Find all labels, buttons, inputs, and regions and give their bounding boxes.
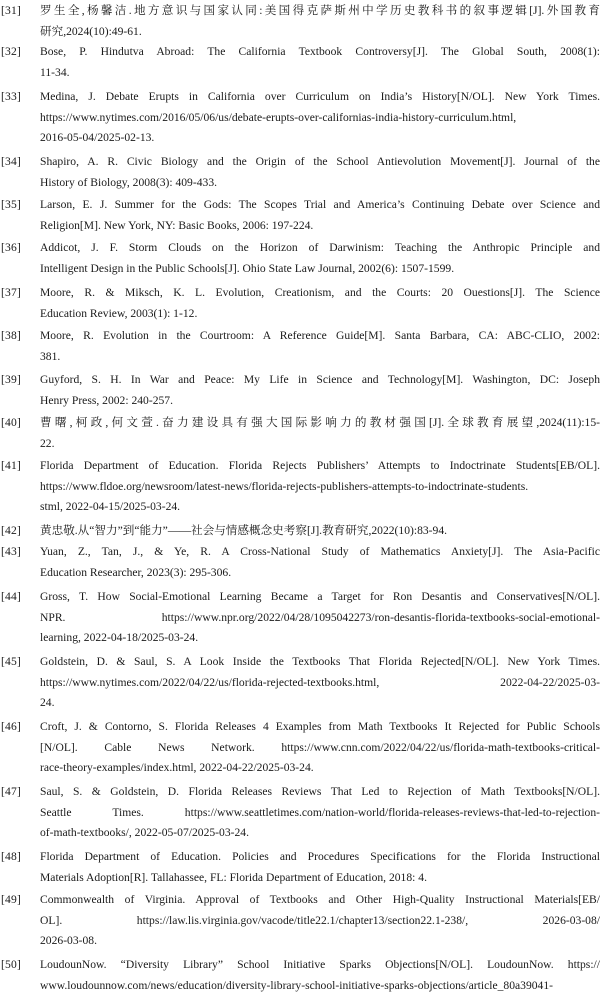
reference-number: [36] <box>1 241 22 254</box>
reference-line: of-math-textbooks/, 2022-05-07/2025-03-24. <box>40 826 249 839</box>
reference-number: [42] <box>1 524 22 537</box>
reference-line: [N/OL]. Cable News Network. https://www.cnn.com/2022/04/22/us/florida-math-textbooks-critical- <box>40 740 600 754</box>
reference-number: [33] <box>1 90 22 103</box>
reference-number: [47] <box>1 785 22 798</box>
reference-line: Addicot, J. F. Storm Clouds on the Horizon of Darwinism: Teaching the Anthropic Principle and <box>40 241 600 254</box>
reference-number: [44] <box>1 590 22 603</box>
reference-line: Seattle Times. https://www.seattletimes.com/nation-world/florida-releases-reviews-that-led-to-rejection- <box>40 805 600 819</box>
reference-line: 2026-03-08. <box>40 934 97 947</box>
reference-line: https://www.fldoe.org/newsroom/latest-news/florida-rejects-publishers-attempts-to-indoctrinate-students. <box>40 479 529 493</box>
reference-line: Gross, T. How Social-Emotional Learning Became a Target for Ron Desantis and Conservatives[N/OL]. <box>40 590 600 603</box>
reference-line: Guyford, S. H. In War and Peace: My Life in Science and Technology[M]. Washington, DC: Joseph <box>40 373 600 386</box>
reference-number: [31] <box>1 4 22 17</box>
reference-line: 研究,2024(10):49-61. <box>40 24 142 38</box>
reference-line: race-theory-examples/index.html, 2022-04-22/2025-03-24. <box>40 761 314 774</box>
reference-line: 曹曙,柯政,何文萱.奋力建设具有强大国际影响力的教材强国[J].全球教育展望,2024(11):15- <box>40 416 600 429</box>
reference-line: https://www.nytimes.com/2016/05/06/us/debate-erupts-over-californias-india-history-curriculum.html, <box>40 110 517 124</box>
reference-number: [34] <box>1 155 22 168</box>
reference-number: [45] <box>1 655 22 668</box>
reference-line: Religion[M]. New York, NY: Basic Books, 2006: 197-224. <box>40 218 314 232</box>
reference-number: [38] <box>1 329 22 342</box>
reference-line: Education Researcher, 2023(3): 295-306. <box>40 565 232 579</box>
reference-number: [49] <box>1 893 22 906</box>
reference-line: Yuan, Z., Tan, J., & Ye, R. A Cross-National Study of Mathematics Anxiety[J]. The Asia-Pacific <box>40 545 600 558</box>
reference-line: LoudounNow. “Diversity Library” School Initiative Sparks Objections[N/OL]. LoudounNow. https:// <box>40 958 600 971</box>
reference-line: 24. <box>40 696 55 709</box>
reference-number: [48] <box>1 850 22 863</box>
reference-line: NPR. https://www.npr.org/2022/04/28/1095042273/ron-desantis-florida-textbooks-social-emotional- <box>40 610 600 624</box>
reference-line: learning, 2022-04-18/2025-03-24. <box>40 631 199 644</box>
reference-number: [32] <box>1 45 22 58</box>
reference-line: 11-34. <box>40 65 70 79</box>
reference-line: History of Biology, 2008(3): 409-433. <box>40 175 218 189</box>
reference-line: www.loudounnow.com/news/education/diversity-library-school-initiative-sparks-objections/article_80a39041- <box>40 978 553 992</box>
reference-line: https://www.nytimes.com/2022/04/22/us/florida-rejected-textbooks.html, 2022-04-22/2025-03- <box>40 675 600 689</box>
reference-line: Florida Department of Education. Policies and Procedures Specifications for the Florida Instructional <box>40 850 600 863</box>
reference-line: 381. <box>40 349 61 363</box>
reference-line: Moore, R. Evolution in the Courtroom: A Reference Guide[M]. Santa Barbara, CA: ABC-CLIO, 2002: <box>40 329 600 342</box>
reference-line: Florida Department of Education. Florida Rejects Publishers’ Attempts to Indoctrinate Students[EB/OL]. <box>40 459 600 472</box>
reference-number: [41] <box>1 459 22 472</box>
reference-number: [43] <box>1 545 22 558</box>
reference-line: Saul, S. & Goldstein, D. Florida Releases Reviews That Led to Rejection of Math Textbooks[N/OL]. <box>40 785 600 798</box>
reference-line: Medina, J. Debate Erupts in California over Curriculum on India’s History[N/OL]. New York Times. <box>40 90 600 103</box>
reference-number: [35] <box>1 198 22 211</box>
reference-line: OL]. https://law.lis.virginia.gov/vacode/title22.1/chapter13/section22.1-238/, 2026-03-08/ <box>40 913 600 927</box>
reference-number: [50] <box>1 958 22 971</box>
reference-line: 2016-05-04/2025-02-13. <box>40 131 155 144</box>
reference-line: Henry Press, 2002: 240-257. <box>40 393 173 407</box>
reference-line: Goldstein, D. & Saul, S. A Look Inside the Textbooks That Florida Rejected[N/OL]. New York Times. <box>40 655 600 668</box>
reference-line: Intelligent Design in the Public Schools[J]. Ohio State Law Journal, 2002(6): 1507-1599. <box>40 261 455 275</box>
reference-line: Larson, E. J. Summer for the Gods: The Scopes Trial and America’s Continuing Debate over Science and <box>40 198 600 211</box>
reference-number: [40] <box>1 416 22 429</box>
reference-line: Croft, J. & Contorno, S. Florida Releases 4 Examples from Math Textbooks It Rejected for Public Schools <box>40 720 600 733</box>
reference-line: Shapiro, A. R. Civic Biology and the Origin of the School Antievolution Movement[J]. Journal of the <box>40 155 600 168</box>
reference-line: Commonwealth of Virginia. Approval of Textbooks and Other High-Quality Instructional Materials[EB/ <box>40 893 600 906</box>
reference-number: [37] <box>1 286 22 299</box>
reference-line: Materials Adoption[R]. Tallahassee, FL: Florida Department of Education, 2018: 4. <box>40 870 427 884</box>
reference-line: 黄忠敬.从“智力”到“能力”——社会与情感概念史考察[J].教育研究,2022(10):83-94. <box>40 524 448 537</box>
reference-line: stml, 2022-04-15/2025-03-24. <box>40 500 181 513</box>
reference-number: [39] <box>1 373 22 386</box>
reference-line: 罗生全,杨馨洁.地方意识与国家认同:美国得克萨斯州中学历史教科书的叙事逻辑[J].外国教育 <box>40 4 600 17</box>
reference-line: Moore, R. & Miksch, K. L. Evolution, Creationism, and the Courts: 20 Ouestions[J]. The Science <box>40 286 600 299</box>
reference-number: [46] <box>1 720 22 733</box>
reference-line: Education Review, 2003(1): 1-12. <box>40 306 198 320</box>
reference-line: 22. <box>40 436 55 450</box>
reference-line: Bose, P. Hindutva Abroad: The California Textbook Controversy[J]. The Global South, 2008(1): <box>40 45 600 58</box>
